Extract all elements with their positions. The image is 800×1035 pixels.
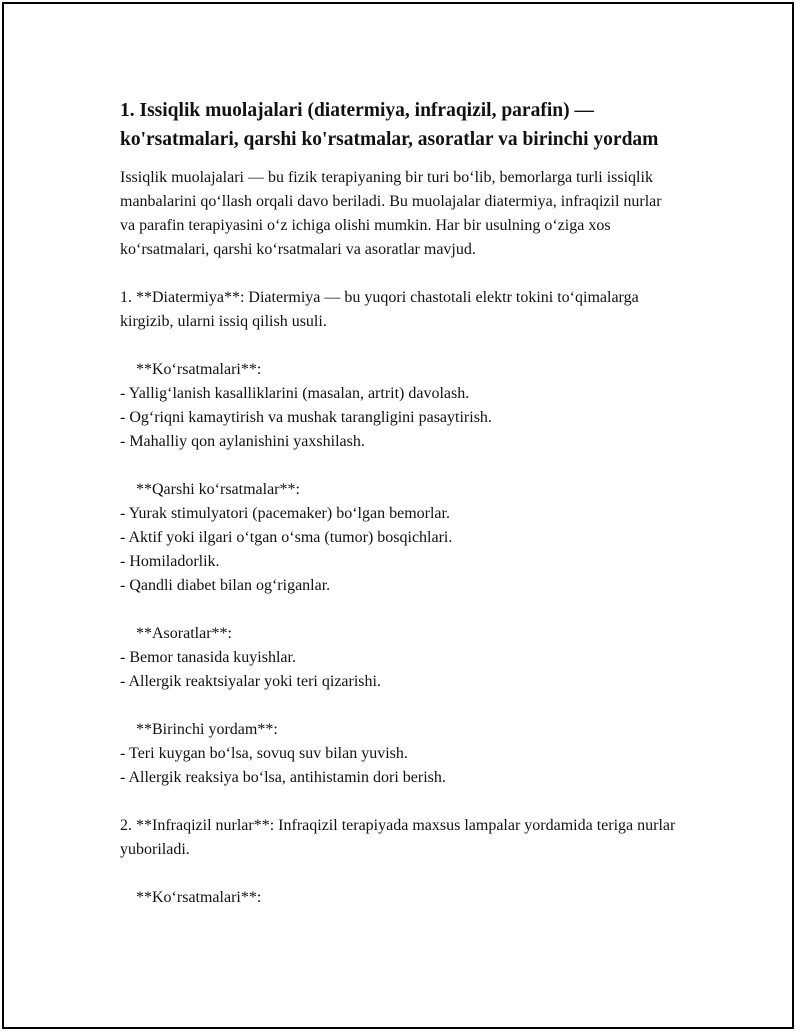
intro-paragraph: Issiqlik muolajalari — bu fizik terapiyaning bir turi bo‘lib, bemorlarga turli issiqlik manbalarini qo‘llash orqali davo beriladi. Bu muolajalar diatermiya, infraqizil nurlar va parafin terapiyasini o‘z ichiga olishi mumkin. Har bir usulning o‘ziga xos ko‘rsatmalari, qarshi ko‘rsatmalari va asoratlar mavjud.	[120, 169, 662, 258]
list-item: - Og‘riqni kamaytirish va mushak tarangligini pasaytirish.	[120, 409, 492, 426]
section1-heading: 1. **Diatermiya**: Diatermiya — bu yuqori chastotali elektr tokini to‘qimalarga kirgizib, ularni issiq qilish usuli.	[120, 289, 639, 330]
list-item: - Yallig‘lanish kasalliklarini (masalan, artrit) davolash.	[120, 385, 470, 402]
list-item: - Allergik reaksiya bo‘lsa, antihistamin dori berish.	[120, 769, 446, 786]
list-item: - Bemor tanasida kuyishlar.	[120, 649, 296, 666]
list-item: - Teri kuygan bo‘lsa, sovuq suv bilan yuvish.	[120, 745, 408, 762]
section2-indications-title: **Ko‘rsatmalari**:	[136, 889, 262, 906]
document-content	[120, 96, 680, 910]
list-item: - Homiladorlik.	[120, 553, 220, 570]
section1-complications-title: **Asoratlar**:	[136, 625, 232, 642]
section1-firstaid-title: **Birinchi yordam**:	[136, 721, 278, 738]
list-item: - Yurak stimulyatori (pacemaker) bo‘lgan bemorlar.	[120, 505, 450, 522]
list-item: - Allergik reaktsiyalar yoki teri qizarishi.	[120, 673, 381, 690]
document-page	[2, 2, 794, 1029]
list-item: - Qandli diabet bilan og‘riganlar.	[120, 577, 331, 594]
list-item: - Aktif yoki ilgari o‘tgan o‘sma (tumor) bosqichlari.	[120, 529, 453, 546]
document-title: 1. Issiqlik muolajalari (diatermiya, infraqizil, parafin) — ko'rsatmalari, qarshi ko'rsatmalar, asoratlar va birinchi yordam	[120, 100, 659, 150]
section1-contra-title: **Qarshi ko‘rsatmalar**:	[136, 481, 300, 498]
section1-indications-title: **Ko‘rsatmalari**:	[136, 361, 262, 378]
list-item: - Mahalliy qon aylanishini yaxshilash.	[120, 433, 365, 450]
section2-heading: 2. **Infraqizil nurlar**: Infraqizil terapiyada maxsus lampalar yordamida teriga nurlar yuboriladi.	[120, 817, 676, 858]
